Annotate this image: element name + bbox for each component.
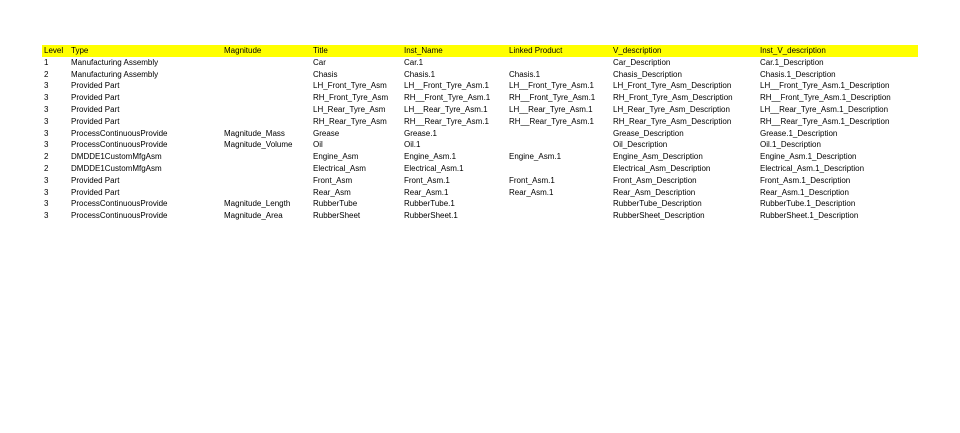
cell-level[interactable]: 3: [44, 140, 49, 150]
cell-linked-product[interactable]: RH__Front_Tyre_Asm.1: [509, 93, 596, 103]
cell-inst-v-description[interactable]: Rear_Asm.1_Description: [760, 187, 849, 197]
cell-inst-v-description[interactable]: Grease.1_Description: [760, 128, 838, 138]
cell-type[interactable]: Provided Part: [71, 187, 120, 197]
cell-level[interactable]: 2: [44, 163, 49, 173]
header-cell-level[interactable]: Level: [44, 46, 64, 55]
cell-title[interactable]: Oil: [313, 140, 323, 150]
cell-inst-v-description[interactable]: LH__Rear_Tyre_Asm.1_Description: [760, 104, 889, 114]
cell-inst-v-description[interactable]: Engine_Asm.1_Description: [760, 152, 857, 162]
cell-type[interactable]: Provided Part: [71, 93, 120, 103]
cell-type[interactable]: ProcessContinuousProvide: [71, 128, 168, 138]
cell-inst-v-description[interactable]: RubberSheet.1_Description: [760, 211, 859, 221]
cell-magnitude[interactable]: [222, 104, 311, 116]
cell-title[interactable]: RH_Rear_Tyre_Asm: [313, 116, 387, 126]
cell-type[interactable]: Provided Part: [71, 116, 120, 126]
cell-linked-product[interactable]: LH__Rear_Tyre_Asm.1: [509, 104, 593, 114]
cell-type[interactable]: ProcessContinuousProvide: [71, 199, 168, 209]
cell-linked-product[interactable]: Rear_Asm.1: [509, 187, 554, 197]
cell-magnitude[interactable]: [222, 187, 311, 199]
data-table: [42, 45, 918, 222]
cell-level[interactable]: 3: [44, 128, 49, 138]
cell-inst-v-description[interactable]: RH__Front_Tyre_Asm.1_Description: [760, 93, 891, 103]
header-cell-magnitude[interactable]: Magnitude: [224, 46, 262, 55]
cell-inst-name[interactable]: Engine_Asm.1: [404, 152, 457, 162]
cell-type[interactable]: Provided Part: [71, 81, 120, 91]
cell-magnitude[interactable]: [222, 57, 311, 69]
cell-magnitude[interactable]: [222, 69, 311, 81]
cell-inst-name[interactable]: RubberSheet.1: [404, 211, 458, 221]
cell-level[interactable]: 3: [44, 81, 49, 91]
cell-level[interactable]: 3: [44, 93, 49, 103]
cell-v-description[interactable]: Electrical_Asm_Description: [613, 163, 711, 173]
table-row: [42, 116, 918, 128]
cell-title[interactable]: Car: [313, 57, 326, 67]
cell-v-description[interactable]: RubberTube_Description: [613, 199, 702, 209]
cell-inst-v-description[interactable]: Car.1_Description: [760, 57, 824, 67]
cell-v-description[interactable]: Chasis_Description: [613, 69, 682, 79]
cell-inst-name[interactable]: Car.1: [404, 57, 424, 67]
cell-magnitude[interactable]: [222, 92, 311, 104]
cell-v-description[interactable]: Car_Description: [613, 57, 671, 67]
cell-inst-name[interactable]: Rear_Asm.1: [404, 187, 449, 197]
table-row: [42, 163, 918, 175]
cell-title[interactable]: Chasis: [313, 69, 338, 79]
cell-inst-name[interactable]: Electrical_Asm.1: [404, 163, 464, 173]
cell-level[interactable]: 3: [44, 211, 49, 221]
cell-v-description[interactable]: Front_Asm_Description: [613, 175, 697, 185]
table-row: [42, 198, 918, 210]
cell-magnitude[interactable]: Magnitude_Area: [224, 211, 283, 221]
cell-linked-product[interactable]: [507, 163, 611, 175]
cell-title[interactable]: RH_Front_Tyre_Asm: [313, 93, 389, 103]
cell-title[interactable]: Electrical_Asm: [313, 163, 366, 173]
table-row: [42, 187, 918, 199]
header-cell-type[interactable]: Type: [71, 46, 89, 55]
cell-magnitude[interactable]: [222, 151, 311, 163]
table-row: [42, 104, 918, 116]
cell-v-description[interactable]: LH_Front_Tyre_Asm_Description: [613, 81, 732, 91]
table-body: [42, 57, 918, 222]
cell-linked-product[interactable]: [507, 139, 611, 151]
table-row: [42, 69, 918, 81]
table-row: [42, 92, 918, 104]
cell-inst-name[interactable]: Front_Asm.1: [404, 175, 450, 185]
cell-type[interactable]: DMDDE1CustomMfgAsm: [71, 163, 162, 173]
cell-title[interactable]: RubberSheet: [313, 211, 361, 221]
cell-type[interactable]: Provided Part: [71, 175, 120, 185]
cell-v-description[interactable]: Grease_Description: [613, 128, 684, 138]
cell-linked-product[interactable]: [507, 198, 611, 210]
header-row: [42, 45, 918, 57]
cell-inst-name[interactable]: RubberTube.1: [404, 199, 455, 209]
cell-inst-v-description[interactable]: Front_Asm.1_Description: [760, 175, 851, 185]
header-cell-linked-product[interactable]: Linked Product: [509, 46, 563, 55]
cell-title[interactable]: LH_Rear_Tyre_Asm: [313, 104, 386, 114]
cell-linked-product[interactable]: LH__Front_Tyre_Asm.1: [509, 81, 594, 91]
header-cell-title[interactable]: Title: [313, 46, 328, 55]
cell-title[interactable]: Engine_Asm: [313, 152, 359, 162]
cell-magnitude[interactable]: Magnitude_Mass: [224, 128, 285, 138]
cell-type[interactable]: Manufacturing Assembly: [71, 69, 159, 79]
cell-level[interactable]: 3: [44, 104, 49, 114]
table-row: [42, 57, 918, 69]
cell-linked-product[interactable]: [507, 57, 611, 69]
cell-level[interactable]: 2: [44, 69, 49, 79]
cell-magnitude[interactable]: [222, 163, 311, 175]
cell-title[interactable]: LH_Front_Tyre_Asm: [313, 81, 387, 91]
cell-inst-name[interactable]: RH__Front_Tyre_Asm.1: [404, 93, 491, 103]
cell-inst-name[interactable]: Oil.1: [404, 140, 421, 150]
cell-level[interactable]: 2: [44, 152, 49, 162]
table-row: [42, 139, 918, 151]
cell-type[interactable]: DMDDE1CustomMfgAsm: [71, 152, 162, 162]
cell-linked-product[interactable]: [507, 210, 611, 222]
cell-level[interactable]: 3: [44, 116, 49, 126]
table-row: [42, 80, 918, 92]
cell-v-description[interactable]: Engine_Asm_Description: [613, 152, 703, 162]
cell-level[interactable]: 3: [44, 175, 49, 185]
cell-inst-v-description[interactable]: RH__Rear_Tyre_Asm.1_Description: [760, 116, 890, 126]
header-cell-inst-v-description[interactable]: Inst_V_description: [760, 46, 826, 55]
cell-level[interactable]: 3: [44, 199, 49, 209]
cell-linked-product[interactable]: Engine_Asm.1: [509, 152, 562, 162]
cell-level[interactable]: 3: [44, 187, 49, 197]
cell-title[interactable]: Grease: [313, 128, 340, 138]
cell-linked-product[interactable]: Chasis.1: [509, 69, 541, 79]
cell-v-description[interactable]: LH_Rear_Tyre_Asm_Description: [613, 104, 730, 114]
cell-v-description[interactable]: RubberSheet_Description: [613, 211, 705, 221]
table-row: [42, 175, 918, 187]
cell-inst-v-description[interactable]: LH__Front_Tyre_Asm.1_Description: [760, 81, 890, 91]
cell-v-description[interactable]: Oil_Description: [613, 140, 668, 150]
cell-inst-v-description[interactable]: Electrical_Asm.1_Description: [760, 163, 865, 173]
table-row: [42, 128, 918, 140]
cell-magnitude[interactable]: Magnitude_Volume: [224, 140, 293, 150]
cell-type[interactable]: ProcessContinuousProvide: [71, 140, 168, 150]
cell-linked-product[interactable]: RH__Rear_Tyre_Asm.1: [509, 116, 594, 126]
cell-title[interactable]: RubberTube: [313, 199, 358, 209]
cell-type[interactable]: ProcessContinuousProvide: [71, 211, 168, 221]
cell-linked-product[interactable]: [507, 128, 611, 140]
cell-inst-name[interactable]: LH__Rear_Tyre_Asm.1: [404, 104, 488, 114]
cell-title[interactable]: Front_Asm: [313, 175, 353, 185]
cell-v-description[interactable]: RH_Rear_Tyre_Asm_Description: [613, 116, 732, 126]
header-cell-v-description[interactable]: V_description: [613, 46, 662, 55]
header-cell-inst-name[interactable]: Inst_Name: [404, 46, 443, 55]
cell-inst-v-description[interactable]: RubberTube.1_Description: [760, 199, 856, 209]
cell-linked-product[interactable]: Front_Asm.1: [509, 175, 555, 185]
cell-level[interactable]: 1: [44, 57, 49, 67]
cell-inst-name[interactable]: LH__Front_Tyre_Asm.1: [404, 81, 489, 91]
cell-type[interactable]: Provided Part: [71, 104, 120, 114]
table-row: [42, 151, 918, 163]
cell-inst-name[interactable]: Grease.1: [404, 128, 437, 138]
cell-inst-name[interactable]: RH__Rear_Tyre_Asm.1: [404, 116, 489, 126]
cell-magnitude[interactable]: [222, 80, 311, 92]
cell-magnitude[interactable]: [222, 175, 311, 187]
table-row: [42, 210, 918, 222]
cell-title[interactable]: Rear_Asm: [313, 187, 351, 197]
cell-inst-name[interactable]: Chasis.1: [404, 69, 436, 79]
cell-v-description[interactable]: Rear_Asm_Description: [613, 187, 696, 197]
cell-v-description[interactable]: RH_Front_Tyre_Asm_Description: [613, 93, 733, 103]
cell-magnitude[interactable]: [222, 116, 311, 128]
cell-inst-v-description[interactable]: Chasis.1_Description: [760, 69, 836, 79]
cell-magnitude[interactable]: Magnitude_Length: [224, 199, 291, 209]
cell-inst-v-description[interactable]: Oil.1_Description: [760, 140, 821, 150]
cell-type[interactable]: Manufacturing Assembly: [71, 57, 159, 67]
